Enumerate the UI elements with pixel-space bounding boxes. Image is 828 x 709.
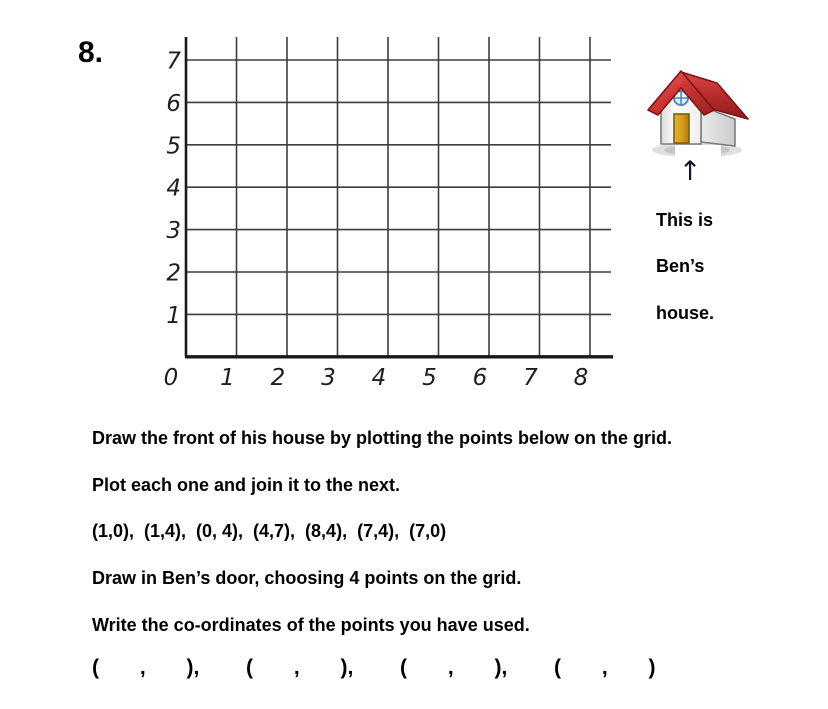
house-icon: [644, 62, 750, 160]
svg-text:2: 2: [166, 260, 181, 287]
svg-text:5: 5: [166, 133, 181, 160]
coordinate-grid-svg: [155, 30, 635, 398]
house-caption-line: This is: [656, 210, 714, 230]
house-caption-line: house.: [656, 303, 715, 323]
svg-text:6: 6: [472, 365, 488, 391]
svg-text:3: 3: [321, 365, 336, 391]
svg-text:0: 0: [163, 365, 179, 391]
svg-text:1: 1: [166, 302, 181, 329]
svg-text:1: 1: [220, 365, 235, 391]
house-door: [674, 114, 689, 143]
svg-text:4: 4: [371, 365, 387, 391]
answer-blanks: ( , ), ( , ), ( , ), ( , ): [92, 656, 656, 679]
house-caption-line: Ben’s: [656, 256, 705, 276]
instruction-plot-join: Plot each one and join it to the next.: [92, 475, 401, 495]
svg-text:5: 5: [422, 365, 437, 391]
svg-text:4: 4: [166, 175, 181, 202]
up-arrow-icon: ↑: [678, 156, 702, 187]
svg-text:7: 7: [166, 48, 181, 75]
svg-text:6: 6: [166, 90, 181, 117]
coordinate-grid: [155, 30, 635, 398]
instruction-write-coordinates: Write the co-ordinates of the points you have used.: [92, 615, 530, 635]
instruction-draw-door: Draw in Ben’s door, choosing 4 points on the grid.: [92, 568, 522, 588]
svg-text:2: 2: [270, 365, 286, 391]
coordinate-list: (1,0), (1,4), (0, 4), (4,7), (8,4), (7,4), (7,0): [92, 521, 447, 541]
svg-text:8: 8: [573, 365, 589, 391]
svg-text:3: 3: [166, 218, 181, 245]
svg-text:7: 7: [523, 365, 538, 391]
instruction-draw-front: Draw the front of his house by plotting the points below on the grid.: [92, 428, 672, 448]
question-number: 8.: [78, 36, 104, 69]
